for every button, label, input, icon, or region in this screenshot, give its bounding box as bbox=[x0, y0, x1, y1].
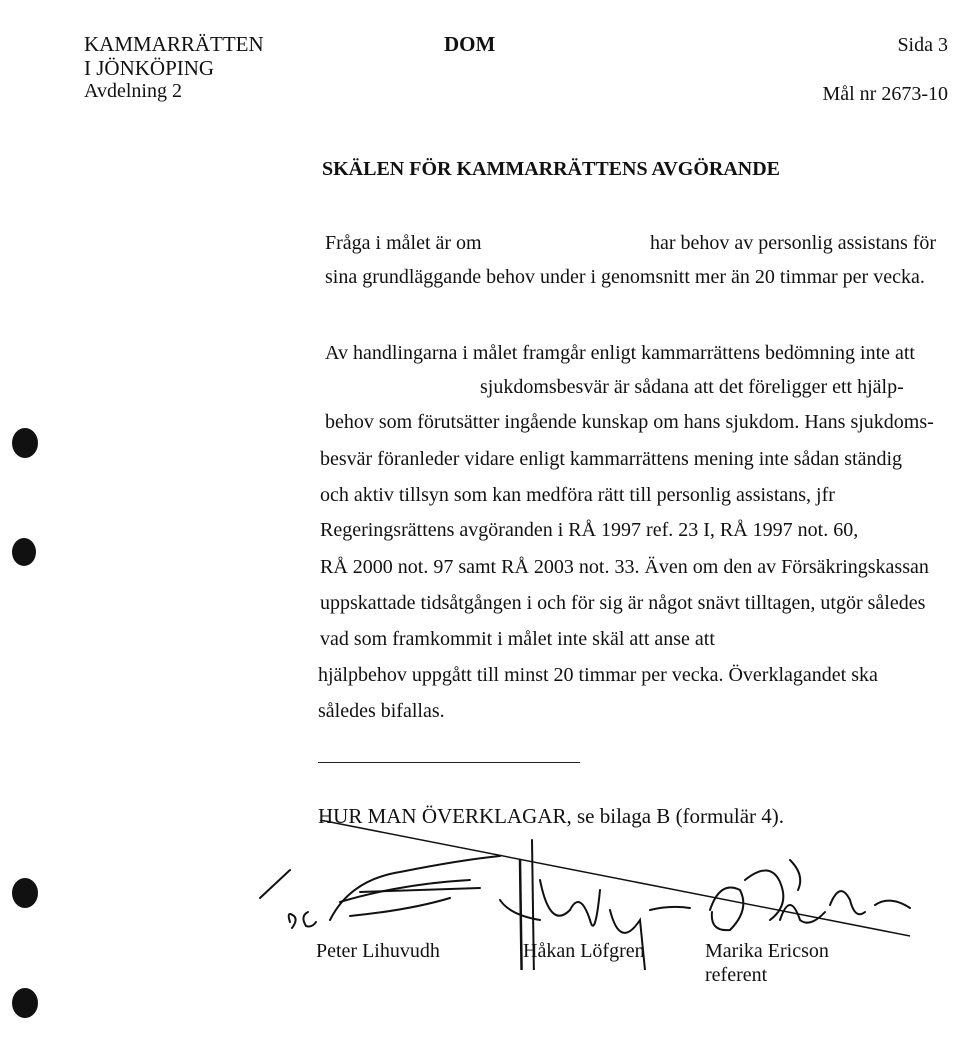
paragraph1-line1-left: Fråga i målet är om bbox=[325, 232, 482, 254]
court-name-line1: KAMMARRÄTTEN bbox=[84, 32, 264, 56]
paragraph1-line2: sina grundläggande behov under i genomsnitt mer än 20 timmar per vecka. bbox=[325, 266, 925, 288]
document-type: DOM bbox=[444, 32, 496, 56]
signatory-name: Marika Ericson bbox=[705, 940, 829, 962]
division-label: Avdelning 2 bbox=[84, 80, 182, 102]
paragraph2-line: Regeringsrättens avgöranden i RÅ 1997 ref. 23 I, RÅ 1997 not. 60, bbox=[320, 519, 859, 541]
appeal-note: HUR MAN ÖVERKLAGAR, se bilaga B (formulär 4). bbox=[318, 804, 785, 828]
paragraph2-line: behov som förutsätter ingående kunskap om hans sjukdom. Hans sjukdoms- bbox=[325, 411, 934, 433]
paragraph2-line: och aktiv tillsyn som kan medföra rätt till personlig assistans, jfr bbox=[320, 484, 835, 506]
section-heading: SKÄLEN FÖR KAMMARRÄTTENS AVGÖRANDE bbox=[322, 158, 781, 180]
signatory-role: referent bbox=[705, 964, 768, 986]
court-name-line2: I JÖNKÖPING bbox=[84, 56, 215, 80]
page-number: Sida 3 bbox=[897, 34, 948, 56]
punch-hole bbox=[12, 878, 38, 908]
paragraph1-line1-right: har behov av personlig assistans för bbox=[650, 232, 937, 254]
paragraph2-line: sjukdomsbesvär är sådana att det föreligger ett hjälp- bbox=[480, 376, 904, 398]
punch-hole bbox=[12, 988, 38, 1018]
punch-hole bbox=[12, 538, 36, 566]
separator-line bbox=[318, 762, 580, 763]
paragraph2-line: besvär föranleder vidare enligt kammarrättens mening inte sådan ständig bbox=[320, 448, 903, 470]
paragraph2-line: uppskattade tidsåtgången i och för sig är något snävt tilltagen, utgör således bbox=[320, 592, 926, 614]
signatory-name: Håkan Löfgren bbox=[523, 940, 645, 962]
punch-hole bbox=[12, 428, 38, 458]
case-number: Mål nr 2673-10 bbox=[822, 83, 948, 105]
paragraph2-line: RÅ 2000 not. 97 samt RÅ 2003 not. 33. Även om den av Försäkringskassan bbox=[320, 556, 929, 578]
paragraph2-line: således bifallas. bbox=[318, 700, 445, 722]
signatory-name: Peter Lihuvudh bbox=[316, 940, 440, 962]
paragraph2-line: hjälpbehov uppgått till minst 20 timmar per vecka. Överklagandet ska bbox=[318, 664, 878, 686]
paragraph2-line: vad som framkommit i målet inte skäl att anse att bbox=[320, 628, 715, 650]
paragraph2-line: Av handlingarna i målet framgår enligt kammarrättens bedömning inte att bbox=[325, 342, 915, 364]
